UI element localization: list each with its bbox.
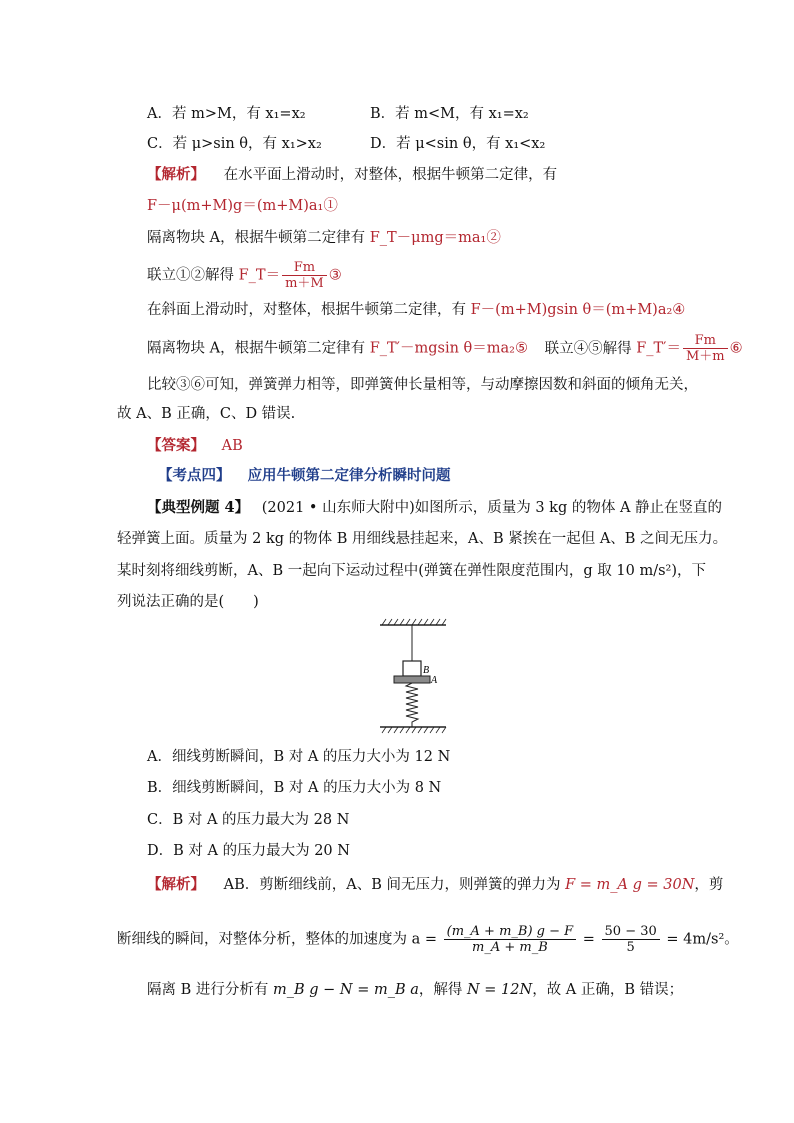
analysis1-eq4: F－(m+M)gsin θ＝(m+M)a₂④ [470,302,686,318]
frac-numerator: Fm [683,333,728,349]
option-a-top: A．若 m>M，有 x₁=x₂ [147,106,306,122]
analysis2-text2b: = 4m/s²。 [661,931,739,948]
frac-denominator: m＋M [285,276,324,291]
analysis-tag: 【解析】 [147,166,205,183]
analysis1-text5: 隔离物块 A，根据牛顿第二定律有 [147,340,370,357]
analysis2-text2: 断细线的瞬间，对整体分析，整体的加速度为 a = [117,931,442,948]
frac-numerator: (m_A + m_B) g − F [444,924,577,940]
analysis1-line5 [147,333,743,364]
example-tag: 【典型例题 4】 [147,499,250,516]
analysis1-eq3-lhs: F_T＝ [238,267,281,284]
analysis2-eq1: F = m_A g = 30N [565,877,695,893]
analysis2-text1: AB．剪断细线前，A、B 间无压力，则弹簧的弹力为 [223,877,566,893]
frac-numerator: Fm [282,260,327,276]
analysis2-line1 [147,876,723,894]
analysis2-text3c: ，故 A 正确，B 错误； [532,982,684,998]
accel-frac1 [444,924,577,955]
analysis1-eq6-frac [683,333,728,364]
frac-denominator: M＋m [685,349,725,364]
eq-sign: = [578,931,600,948]
answer-value: AB [221,438,243,454]
plate-a [394,676,430,683]
analysis1-eq5: F_T′－mgsin θ＝ma₂⑤ [369,340,528,357]
frac-numerator: 50 − 30 [602,924,660,940]
spring-figure [370,615,460,735]
option-b-top: B．若 m<M，有 x₁=x₂ [370,106,529,122]
analysis1-text2: 隔离物块 A，根据牛顿第二定律有 [147,230,370,246]
analysis1-text4: 在斜面上滑动时，对整体，根据牛顿第二定律，有 [147,302,471,318]
figure-label-a: A [431,675,438,686]
option-d-top: D．若 μ<sin θ，有 x₁<x₂ [370,136,546,152]
example-line4: 列说法正确的是( ) [117,594,259,610]
accel-frac2 [602,924,660,955]
analysis1-line4 [147,301,685,319]
analysis2-text1b: ，剪 [694,877,724,893]
example-text1: (2021 • 山东师大附中)如图所示，质量为 3 kg 的物体 A 静止在竖直的 [261,500,723,516]
analysis1-eq2: F_T－μmg＝ma₁② [369,230,501,246]
eq-mark: ⑥ [729,340,743,357]
option-b: B．细线剪断瞬间，B 对 A 的压力大小为 8 N [147,780,442,796]
analysis1-line7: 故 A、B 正确，C、D 错误. [117,406,296,422]
section-heading [158,467,451,485]
answer-tag: 【答案】 [147,437,205,454]
analysis1-eq3-frac [282,260,327,291]
analysis1-line1 [147,166,557,184]
analysis1-line3 [147,260,342,291]
analysis2-eq3: m_B g − N = m_B a [272,982,419,998]
analysis1-line6: 比较③⑥可知，弹簧弹力相等，即弹簧伸长量相等，与动摩擦因数和斜面的倾角无关， [147,377,698,393]
section-tag: 【考点四】 [158,467,231,484]
analysis2-line2 [117,924,739,955]
example-line3: 某时刻将细线剪断，A、B 一起向下运动过程中(弹簧在弹性限度范围内，g 取 10 m/s²)，下 [117,563,706,579]
analysis1-text5b: 联立④⑤解得 [544,340,637,357]
analysis2-text3: 隔离 B 进行分析有 [147,982,273,998]
analysis2-eq3b: N = 12N [466,982,533,998]
option-a: A．细线剪断瞬间，B 对 A 的压力大小为 12 N [147,749,451,765]
analysis2-text3b: ，解得 [418,982,467,998]
analysis1-text3: 联立①②解得 [147,267,239,284]
floor [380,727,446,733]
option-c: C．B 对 A 的压力最大为 28 N [147,812,350,828]
example-line2: 轻弹簧上面。质量为 2 kg 的物体 B 用细线悬挂起来，A、B 紧挨在一起但 A、B 之间无压力。 [117,531,728,547]
option-d: D．B 对 A 的压力最大为 20 N [147,843,350,859]
analysis1-eq6-lhs: F_T′＝ [636,340,681,357]
example-line1 [147,499,722,517]
frac-denominator: m_A + m_B [472,940,548,955]
analysis2-tag: 【解析】 [147,876,205,893]
answer1 [147,437,243,455]
analysis2-line3 [147,981,683,999]
eq-mark: ③ [328,267,342,284]
analysis1-text1: 在水平面上滑动时，对整体，根据牛顿第二定律，有 [223,167,558,183]
block-b [403,661,421,676]
spring [406,683,418,727]
analysis1-eq1: F－μ(m+M)g＝(m+M)a₁① [147,198,338,214]
option-c-top: C．若 μ>sin θ，有 x₁>x₂ [147,136,322,152]
ceiling [380,619,446,625]
section-title: 应用牛顿第二定律分析瞬时问题 [247,467,451,484]
frac-denominator: 5 [626,940,635,955]
analysis1-line2 [147,229,501,247]
figure-label-b: B [423,665,430,676]
